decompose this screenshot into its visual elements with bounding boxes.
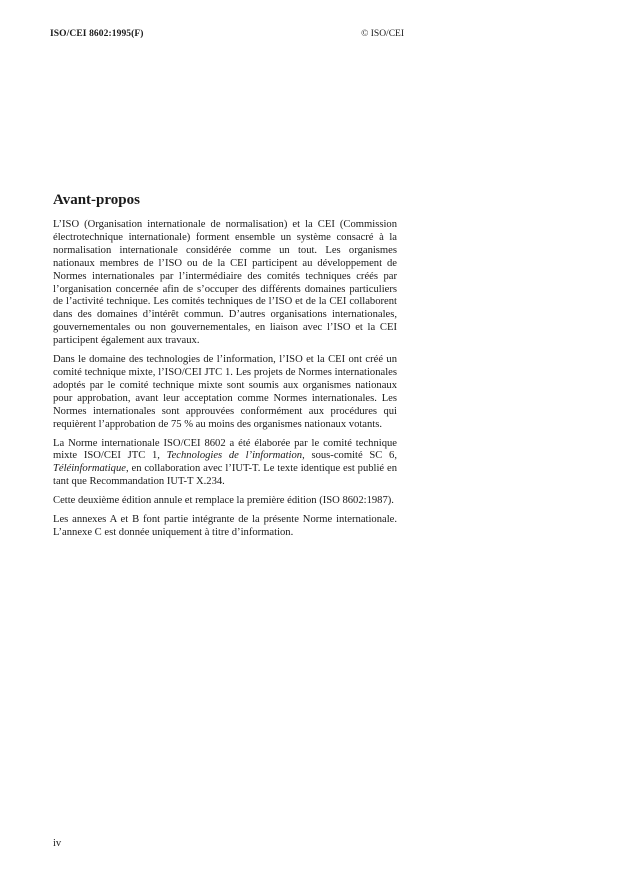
paragraph-edition: Cette deuxième édition annule et remplace la première édition (ISO 8602:1987). [53,495,394,507]
running-header-copyright: © ISO/CEI [361,29,404,39]
preparation-text-1: La Norme internationale ISO/CEI 8602 a été élaborée par le comité technique mixte ISO/CEI JTC 1, [53,437,397,462]
subcommittee-title: Téléinformatique [53,463,126,475]
paragraph-joint-committee: Dans le domaine des technologies de l’information, l’ISO et la CEI ont créé un comité technique mixte, l’ISO/CEI JTC 1. Les projets de Normes internationales adoptés par le comité technique mixte sont soumis aux organismes nationaux pour approbation, avant leur acceptation comme Normes internationales. Les Normes internationales sont approuvées conformément aux procédures qui requièrent l’approbation de 75 % au moins des organismes nationaux votants. [53,354,397,430]
paragraph-preparation [53,438,397,490]
paragraph-annexes: Les annexes A et B font partie intégrante de la présente Norme internationale. L’annexe C est donnée uniquement à titre d’information. [53,514,397,538]
running-header-standard-number: ISO/CEI 8602:1995(F) [50,29,144,39]
foreword-body [53,219,397,546]
page-number: iv [53,838,62,849]
paragraph-organisation: L’ISO (Organisation internationale de normalisation) et la CEI (Commission électrotechnique internationale) forment ensemble un système consacré à la normalisation internationale considérée comme un tout. Les organismes nationaux membres de l’ISO ou de la CEI participent au développement de Normes internationales par l’intermédiaire des comités techniques créés par l’organisation concernée afin de s’occuper des différents domaines particuliers de l’activité technique. Les comités techniques de l’ISO et de la CEI collaborent dans des domaines d’intérêt commun. D’autres organisations internationales, gouvernementales ou non gouvernementales, en liaison avec l’ISO et la CEI participent également aux travaux. [53,219,397,347]
committee-title: Technologies de l’information [166,450,303,462]
section-title: Avant-propos [53,192,140,208]
preparation-text-3: , en collaboration avec l’IUT-T. Le texte identique est publié en tant que Recommandation IUT-T X.234. [53,463,397,488]
preparation-text-2: , sous-comité SC 6, [302,450,397,462]
